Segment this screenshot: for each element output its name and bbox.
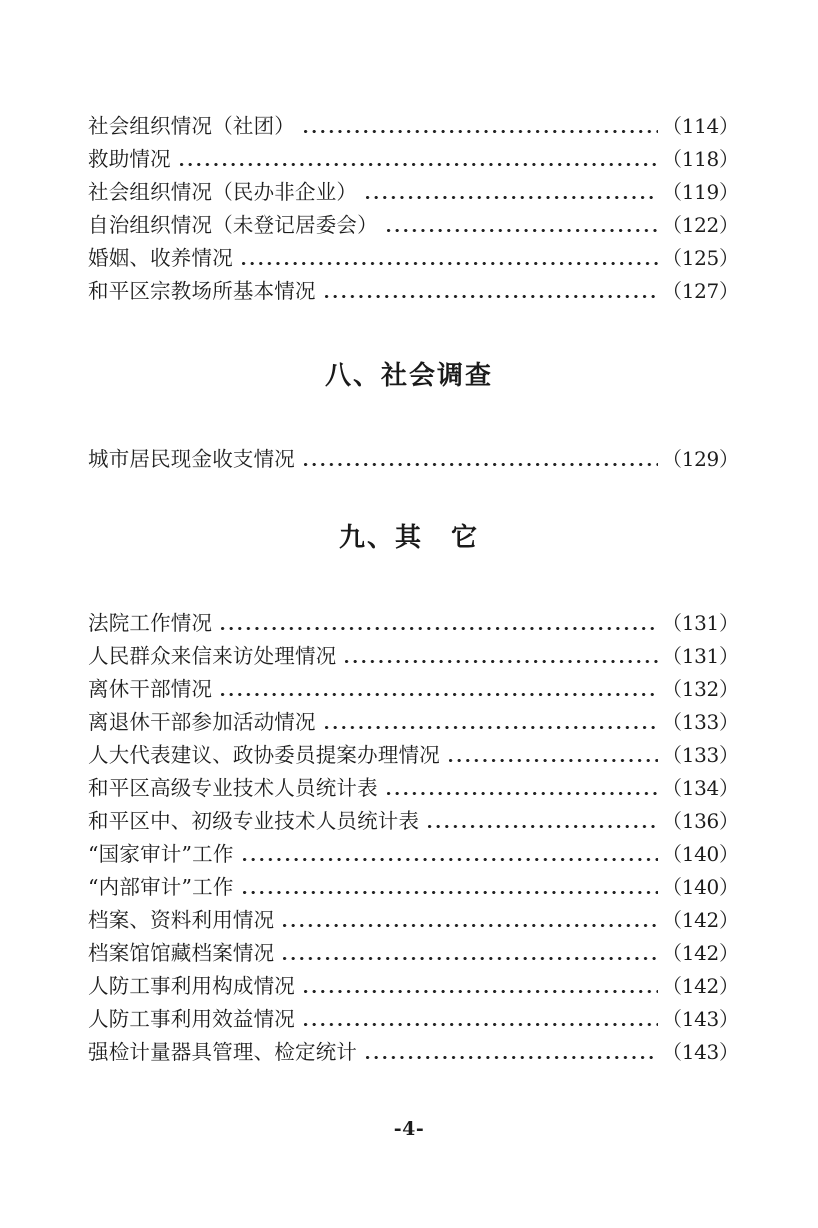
toc-entry[interactable] bbox=[88, 143, 739, 176]
toc-entry-page-number: （114） bbox=[662, 114, 739, 138]
toc-entry-page-number: （142） bbox=[662, 941, 739, 965]
toc-dot-leader bbox=[180, 150, 658, 170]
toc-entry-page-number: （142） bbox=[662, 908, 739, 932]
toc-entry-page-number: （143） bbox=[662, 1040, 739, 1064]
toc-entry-page-number: （140） bbox=[662, 875, 739, 899]
toc-entry-title: 强检计量器具管理、检定统计 bbox=[88, 1040, 358, 1064]
toc-content bbox=[88, 110, 739, 1069]
toc-entry-page-number: （127） bbox=[662, 279, 739, 303]
toc-entry-page-number: （133） bbox=[662, 710, 739, 734]
toc-entry[interactable] bbox=[88, 706, 739, 739]
toc-entry-page-number: （134） bbox=[662, 776, 739, 800]
toc-entry-title: “内部审计”工作 bbox=[88, 875, 234, 899]
toc-group-continued bbox=[88, 110, 739, 308]
toc-entry[interactable] bbox=[88, 1036, 739, 1069]
toc-dot-leader bbox=[428, 812, 658, 832]
toc-entry-title: 人防工事利用构成情况 bbox=[88, 974, 295, 998]
toc-entry-title: 救助情况 bbox=[88, 147, 171, 171]
toc-entry-title: 档案馆馆藏档案情况 bbox=[88, 941, 275, 965]
toc-entry-title: 和平区中、初级专业技术人员统计表 bbox=[88, 809, 420, 833]
toc-dot-leader bbox=[221, 680, 658, 700]
toc-entry-title: 离休干部情况 bbox=[88, 677, 213, 701]
toc-dot-leader bbox=[366, 1043, 658, 1063]
toc-entry[interactable] bbox=[88, 871, 739, 904]
toc-entry-page-number: （142） bbox=[662, 974, 739, 998]
toc-entry[interactable] bbox=[88, 176, 739, 209]
toc-entry[interactable] bbox=[88, 673, 739, 706]
toc-dot-leader bbox=[283, 944, 658, 964]
toc-entry-page-number: （118） bbox=[662, 147, 739, 171]
toc-dot-leader bbox=[221, 614, 658, 634]
spacer-before-section-8 bbox=[88, 308, 730, 359]
toc-entry-title: 档案、资料利用情况 bbox=[88, 908, 275, 932]
toc-entry-title: “国家审计”工作 bbox=[88, 842, 234, 866]
toc-entry-page-number: （132） bbox=[662, 677, 739, 701]
toc-entry-title: 社会组织情况（社团） bbox=[88, 114, 295, 138]
section-heading-8: 八、社会调查 bbox=[324, 361, 493, 391]
toc-dot-leader bbox=[387, 216, 658, 236]
toc-dot-leader bbox=[242, 249, 658, 269]
toc-entry[interactable] bbox=[88, 739, 739, 772]
toc-entry[interactable] bbox=[88, 209, 739, 242]
toc-entry-title: 人防工事利用效益情况 bbox=[88, 1007, 295, 1031]
toc-entry-page-number: （119） bbox=[662, 180, 739, 204]
toc-entry-title: 和平区宗教场所基本情况 bbox=[88, 279, 316, 303]
toc-entry[interactable] bbox=[88, 772, 739, 805]
toc-dot-leader bbox=[325, 282, 658, 302]
toc-entry-title: 自治组织情况（未登记居委会） bbox=[88, 213, 378, 237]
toc-dot-leader bbox=[366, 183, 658, 203]
toc-entry-page-number: （133） bbox=[662, 743, 739, 767]
toc-entry[interactable] bbox=[88, 904, 739, 937]
toc-entry-title: 人民群众来信来访处理情况 bbox=[88, 644, 337, 668]
toc-entry-page-number: （136） bbox=[662, 809, 739, 833]
toc-entry-page-number: （125） bbox=[662, 246, 739, 270]
toc-dot-leader bbox=[345, 647, 658, 667]
spacer-after-section-9 bbox=[88, 555, 730, 607]
toc-entry-title: 和平区高级专业技术人员统计表 bbox=[88, 776, 378, 800]
toc-group-section-8 bbox=[88, 443, 739, 476]
toc-entry-title: 城市居民现金收支情况 bbox=[88, 447, 295, 471]
toc-entry[interactable] bbox=[88, 640, 739, 673]
toc-dot-leader bbox=[325, 713, 658, 733]
toc-dot-leader bbox=[304, 977, 658, 997]
toc-entry-page-number: （143） bbox=[662, 1007, 739, 1031]
toc-entry-title: 离退休干部参加活动情况 bbox=[88, 710, 316, 734]
toc-entry[interactable] bbox=[88, 443, 739, 476]
toc-entry[interactable] bbox=[88, 970, 739, 1003]
toc-entry-page-number: （129） bbox=[662, 447, 739, 471]
toc-dot-leader bbox=[304, 450, 658, 470]
toc-dot-leader bbox=[283, 911, 658, 931]
toc-entry[interactable] bbox=[88, 1003, 739, 1036]
toc-entry[interactable] bbox=[88, 242, 739, 275]
toc-entry[interactable] bbox=[88, 937, 739, 970]
toc-entry-title: 社会组织情况（民办非企业） bbox=[88, 180, 358, 204]
toc-entry[interactable] bbox=[88, 275, 739, 308]
toc-dot-leader bbox=[304, 1010, 658, 1030]
toc-group-section-9 bbox=[88, 607, 739, 1069]
toc-dot-leader bbox=[243, 845, 658, 865]
toc-entry-title: 婚姻、收养情况 bbox=[88, 246, 233, 270]
toc-dot-leader bbox=[449, 746, 658, 766]
toc-entry-page-number: （122） bbox=[662, 213, 739, 237]
toc-entry-title: 人大代表建议、政协委员提案办理情况 bbox=[88, 743, 440, 767]
toc-entry-page-number: （131） bbox=[662, 611, 739, 635]
toc-dot-leader bbox=[387, 779, 658, 799]
toc-entry[interactable] bbox=[88, 110, 739, 143]
toc-dot-leader bbox=[243, 878, 658, 898]
page-number-footer: -4- bbox=[393, 1118, 425, 1140]
toc-entry-page-number: （140） bbox=[662, 842, 739, 866]
toc-entry-page-number: （131） bbox=[662, 644, 739, 668]
toc-dot-leader bbox=[304, 117, 658, 137]
toc-entry[interactable] bbox=[88, 607, 739, 640]
spacer-before-section-9 bbox=[88, 476, 730, 521]
toc-entry[interactable] bbox=[88, 838, 739, 871]
section-heading-9: 九、其 它 bbox=[338, 523, 479, 553]
toc-entry[interactable] bbox=[88, 805, 739, 838]
spacer-after-section-8 bbox=[88, 393, 730, 443]
toc-entry-title: 法院工作情况 bbox=[88, 611, 213, 635]
